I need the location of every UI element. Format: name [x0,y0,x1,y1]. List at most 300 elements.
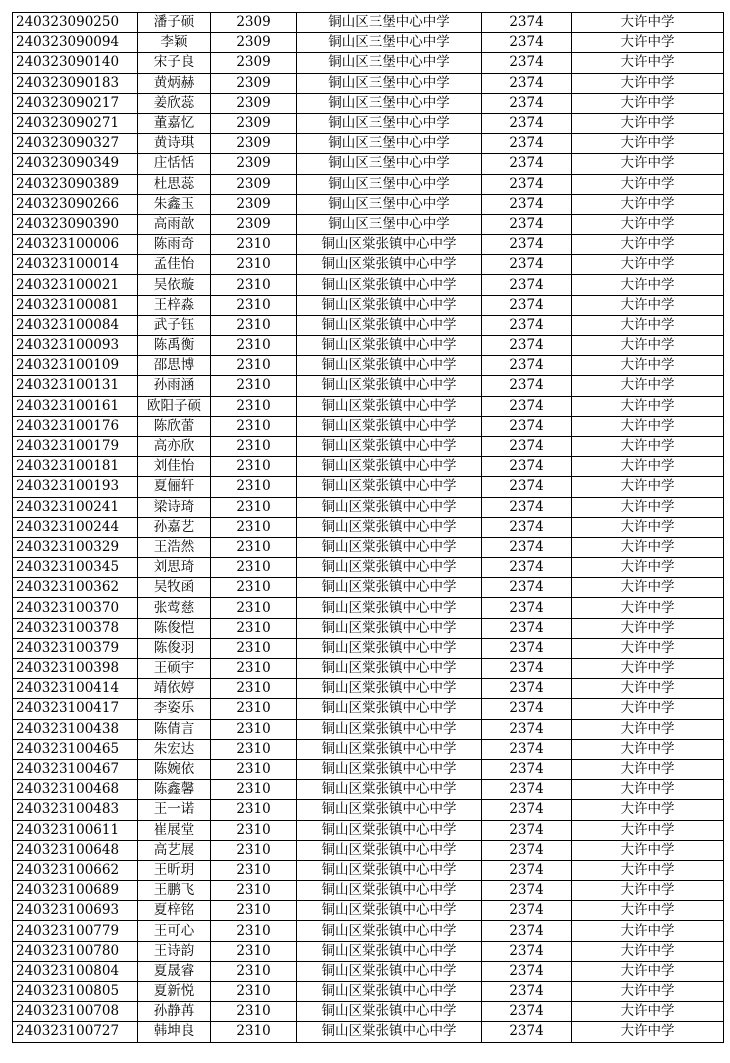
target-school-cell: 大许中学 [572,921,724,941]
school-code-cell: 2310 [211,901,297,921]
school-code-cell: 2309 [211,194,297,214]
school-name-cell: 铜山区棠张镇中心中学 [297,497,482,517]
school-name-cell: 铜山区棠张镇中心中学 [297,436,482,456]
student-name-cell: 庄恬恬 [138,154,211,174]
target-code-cell: 2374 [482,235,572,255]
school-name-cell: 铜山区棠张镇中心中学 [297,295,482,315]
student-id-cell: 240323090094 [13,33,138,53]
student-name-cell: 夏俪轩 [138,477,211,497]
target-code-cell: 2374 [482,33,572,53]
student-id-cell: 240323090266 [13,194,138,214]
table-row [13,396,724,416]
target-code-cell: 2374 [482,255,572,275]
school-name-cell: 铜山区棠张镇中心中学 [297,517,482,537]
student-name-cell: 王一诺 [138,800,211,820]
student-id-cell: 240323090349 [13,154,138,174]
student-name-cell: 王浩然 [138,537,211,557]
school-code-cell: 2310 [211,537,297,557]
target-code-cell: 2374 [482,881,572,901]
student-name-cell: 王梓淼 [138,295,211,315]
table-row [13,194,724,214]
target-code-cell: 2374 [482,134,572,154]
school-name-cell: 铜山区棠张镇中心中学 [297,679,482,699]
table-row [13,53,724,73]
target-code-cell: 2374 [482,618,572,638]
school-code-cell: 2309 [211,174,297,194]
student-id-cell: 240323100417 [13,699,138,719]
target-school-cell: 大许中学 [572,174,724,194]
school-name-cell: 铜山区棠张镇中心中学 [297,860,482,880]
target-code-cell: 2374 [482,598,572,618]
target-code-cell: 2374 [482,558,572,578]
table-row [13,578,724,598]
target-code-cell: 2374 [482,457,572,477]
target-code-cell: 2374 [482,214,572,234]
target-code-cell: 2374 [482,356,572,376]
target-school-cell: 大许中学 [572,840,724,860]
student-name-cell: 陈倩言 [138,719,211,739]
school-name-cell: 铜山区三堡中心中学 [297,53,482,73]
student-name-cell: 朱宏达 [138,739,211,759]
table-row [13,457,724,477]
school-name-cell: 铜山区棠张镇中心中学 [297,336,482,356]
student-name-cell: 孙嘉艺 [138,517,211,537]
student-name-cell: 夏梓铭 [138,901,211,921]
student-id-cell: 240323100468 [13,780,138,800]
target-code-cell: 2374 [482,275,572,295]
student-name-cell: 宋子良 [138,53,211,73]
school-code-cell: 2310 [211,477,297,497]
school-name-cell: 铜山区棠张镇中心中学 [297,255,482,275]
table-row [13,840,724,860]
school-name-cell: 铜山区棠张镇中心中学 [297,941,482,961]
school-code-cell: 2310 [211,739,297,759]
table-row [13,537,724,557]
table-row [13,33,724,53]
school-code-cell: 2310 [211,1022,297,1042]
student-id-cell: 240323100689 [13,881,138,901]
target-code-cell: 2374 [482,780,572,800]
school-code-cell: 2310 [211,336,297,356]
school-code-cell: 2309 [211,33,297,53]
target-school-cell: 大许中学 [572,497,724,517]
target-school-cell: 大许中学 [572,800,724,820]
school-name-cell: 铜山区棠张镇中心中学 [297,820,482,840]
student-name-cell: 陈俊羽 [138,638,211,658]
target-code-cell: 2374 [482,800,572,820]
target-code-cell: 2374 [482,416,572,436]
student-name-cell: 李姿乐 [138,699,211,719]
student-name-cell: 欧阳子硕 [138,396,211,416]
student-name-cell: 夏新悦 [138,982,211,1002]
target-school-cell: 大许中学 [572,235,724,255]
table-row [13,719,724,739]
student-name-cell: 陈欣蕾 [138,416,211,436]
school-name-cell: 铜山区棠张镇中心中学 [297,659,482,679]
table-row [13,517,724,537]
school-name-cell: 铜山区三堡中心中学 [297,174,482,194]
school-name-cell: 铜山区棠张镇中心中学 [297,1002,482,1022]
school-code-cell: 2310 [211,780,297,800]
student-id-cell: 240323100093 [13,336,138,356]
table-row [13,376,724,396]
target-code-cell: 2374 [482,396,572,416]
student-id-cell: 240323100329 [13,537,138,557]
target-school-cell: 大许中学 [572,336,724,356]
student-id-cell: 240323100021 [13,275,138,295]
target-school-cell: 大许中学 [572,961,724,981]
student-id-cell: 240323100708 [13,1002,138,1022]
target-code-cell: 2374 [482,982,572,1002]
table-row [13,497,724,517]
school-code-cell: 2310 [211,436,297,456]
target-school-cell: 大许中学 [572,941,724,961]
school-code-cell: 2310 [211,376,297,396]
student-name-cell: 姜欣蕊 [138,93,211,113]
school-code-cell: 2310 [211,881,297,901]
target-school-cell: 大许中学 [572,436,724,456]
student-name-cell: 高艺展 [138,840,211,860]
school-name-cell: 铜山区三堡中心中学 [297,194,482,214]
student-name-cell: 陈雨奇 [138,235,211,255]
target-school-cell: 大许中学 [572,356,724,376]
target-code-cell: 2374 [482,376,572,396]
target-code-cell: 2374 [482,174,572,194]
target-code-cell: 2374 [482,901,572,921]
school-name-cell: 铜山区棠张镇中心中学 [297,235,482,255]
student-id-cell: 240323100805 [13,982,138,1002]
student-id-cell: 240323100362 [13,578,138,598]
school-code-cell: 2309 [211,53,297,73]
table-row [13,255,724,275]
school-code-cell: 2310 [211,235,297,255]
student-id-cell: 240323090327 [13,134,138,154]
school-name-cell: 铜山区棠张镇中心中学 [297,558,482,578]
school-code-cell: 2310 [211,759,297,779]
student-name-cell: 王诗韵 [138,941,211,961]
school-name-cell: 铜山区三堡中心中学 [297,154,482,174]
table-body [13,13,724,1043]
target-school-cell: 大许中学 [572,780,724,800]
target-code-cell: 2374 [482,659,572,679]
target-school-cell: 大许中学 [572,396,724,416]
school-code-cell: 2310 [211,941,297,961]
target-school-cell: 大许中学 [572,416,724,436]
target-code-cell: 2374 [482,194,572,214]
table-row [13,982,724,1002]
student-id-cell: 240323100109 [13,356,138,376]
school-name-cell: 铜山区棠张镇中心中学 [297,598,482,618]
target-school-cell: 大许中学 [572,457,724,477]
table-row [13,275,724,295]
student-id-cell: 240323090183 [13,73,138,93]
school-code-cell: 2310 [211,921,297,941]
student-id-cell: 240323100804 [13,961,138,981]
student-id-cell: 240323100131 [13,376,138,396]
table-row [13,174,724,194]
target-school-cell: 大许中学 [572,255,724,275]
table-row [13,739,724,759]
student-name-cell: 张莺慈 [138,598,211,618]
student-id-cell: 240323100181 [13,457,138,477]
school-name-cell: 铜山区棠张镇中心中学 [297,477,482,497]
school-code-cell: 2309 [211,113,297,133]
target-school-cell: 大许中学 [572,1022,724,1042]
school-name-cell: 铜山区棠张镇中心中学 [297,719,482,739]
target-code-cell: 2374 [482,739,572,759]
school-code-cell: 2310 [211,1002,297,1022]
school-code-cell: 2310 [211,719,297,739]
school-name-cell: 铜山区三堡中心中学 [297,33,482,53]
student-id-cell: 240323090389 [13,174,138,194]
student-id-cell: 240323100161 [13,396,138,416]
table-row [13,618,724,638]
school-name-cell: 铜山区棠张镇中心中学 [297,881,482,901]
target-school-cell: 大许中学 [572,33,724,53]
target-code-cell: 2374 [482,719,572,739]
student-id-cell: 240323100465 [13,739,138,759]
table-row [13,436,724,456]
school-code-cell: 2310 [211,982,297,1002]
school-code-cell: 2310 [211,800,297,820]
target-code-cell: 2374 [482,699,572,719]
table-row [13,759,724,779]
student-id-cell: 240323100438 [13,719,138,739]
school-code-cell: 2310 [211,396,297,416]
school-name-cell: 铜山区棠张镇中心中学 [297,840,482,860]
school-name-cell: 铜山区棠张镇中心中学 [297,315,482,335]
target-code-cell: 2374 [482,13,572,33]
target-code-cell: 2374 [482,497,572,517]
table-row [13,679,724,699]
student-id-cell: 240323100176 [13,416,138,436]
student-name-cell: 孟佳怡 [138,255,211,275]
table-row [13,901,724,921]
school-name-cell: 铜山区棠张镇中心中学 [297,416,482,436]
student-id-cell: 240323100241 [13,497,138,517]
target-school-cell: 大许中学 [572,537,724,557]
target-school-cell: 大许中学 [572,477,724,497]
target-code-cell: 2374 [482,578,572,598]
student-name-cell: 董嘉忆 [138,113,211,133]
admission-table [12,12,724,1043]
school-name-cell: 铜山区棠张镇中心中学 [297,618,482,638]
target-school-cell: 大许中学 [572,759,724,779]
target-code-cell: 2374 [482,860,572,880]
target-school-cell: 大许中学 [572,295,724,315]
target-school-cell: 大许中学 [572,679,724,699]
target-school-cell: 大许中学 [572,638,724,658]
student-id-cell: 240323090250 [13,13,138,33]
target-code-cell: 2374 [482,941,572,961]
school-code-cell: 2309 [211,93,297,113]
student-name-cell: 韩坤良 [138,1022,211,1042]
table-row [13,134,724,154]
student-id-cell: 240323100244 [13,517,138,537]
school-code-cell: 2310 [211,255,297,275]
school-code-cell: 2309 [211,13,297,33]
table-row [13,214,724,234]
school-code-cell: 2309 [211,134,297,154]
student-id-cell: 240323090140 [13,53,138,73]
school-name-cell: 铜山区棠张镇中心中学 [297,780,482,800]
school-code-cell: 2310 [211,558,297,578]
target-code-cell: 2374 [482,638,572,658]
school-name-cell: 铜山区棠张镇中心中学 [297,699,482,719]
target-code-cell: 2374 [482,840,572,860]
target-code-cell: 2374 [482,53,572,73]
table-row [13,154,724,174]
student-id-cell: 240323100414 [13,679,138,699]
student-name-cell: 夏晟睿 [138,961,211,981]
school-code-cell: 2310 [211,517,297,537]
student-name-cell: 王可心 [138,921,211,941]
table-row [13,558,724,578]
school-name-cell: 铜山区棠张镇中心中学 [297,457,482,477]
target-code-cell: 2374 [482,477,572,497]
school-name-cell: 铜山区棠张镇中心中学 [297,376,482,396]
target-school-cell: 大许中学 [572,881,724,901]
target-school-cell: 大许中学 [572,73,724,93]
table-row [13,13,724,33]
target-school-cell: 大许中学 [572,113,724,133]
school-name-cell: 铜山区棠张镇中心中学 [297,638,482,658]
school-name-cell: 铜山区棠张镇中心中学 [297,961,482,981]
target-code-cell: 2374 [482,921,572,941]
student-name-cell: 孙静苒 [138,1002,211,1022]
school-name-cell: 铜山区棠张镇中心中学 [297,759,482,779]
student-name-cell: 刘佳怡 [138,457,211,477]
table-row [13,800,724,820]
student-name-cell: 王硕宇 [138,659,211,679]
target-code-cell: 2374 [482,1022,572,1042]
student-name-cell: 崔展堂 [138,820,211,840]
student-id-cell: 240323100378 [13,618,138,638]
target-school-cell: 大许中学 [572,719,724,739]
school-code-cell: 2310 [211,497,297,517]
school-code-cell: 2310 [211,315,297,335]
school-name-cell: 铜山区棠张镇中心中学 [297,982,482,1002]
target-school-cell: 大许中学 [572,659,724,679]
table-row [13,1022,724,1042]
target-school-cell: 大许中学 [572,901,724,921]
student-name-cell: 刘思琦 [138,558,211,578]
target-code-cell: 2374 [482,315,572,335]
student-name-cell: 杜思蕊 [138,174,211,194]
student-name-cell: 黄炳赫 [138,73,211,93]
target-school-cell: 大许中学 [572,739,724,759]
table-row [13,941,724,961]
school-code-cell: 2310 [211,860,297,880]
student-name-cell: 吴牧函 [138,578,211,598]
table-row [13,295,724,315]
table-row [13,881,724,901]
student-id-cell: 240323100780 [13,941,138,961]
target-school-cell: 大许中学 [572,558,724,578]
student-id-cell: 240323100006 [13,235,138,255]
student-id-cell: 240323100398 [13,659,138,679]
table-row [13,93,724,113]
target-code-cell: 2374 [482,73,572,93]
target-code-cell: 2374 [482,961,572,981]
target-school-cell: 大许中学 [572,1002,724,1022]
school-code-cell: 2310 [211,416,297,436]
table-row [13,336,724,356]
school-name-cell: 铜山区棠张镇中心中学 [297,739,482,759]
school-code-cell: 2309 [211,214,297,234]
table-row [13,113,724,133]
student-id-cell: 240323100662 [13,860,138,880]
student-id-cell: 240323100193 [13,477,138,497]
student-id-cell: 240323100379 [13,638,138,658]
school-code-cell: 2310 [211,659,297,679]
school-name-cell: 铜山区棠张镇中心中学 [297,578,482,598]
school-name-cell: 铜山区棠张镇中心中学 [297,356,482,376]
target-school-cell: 大许中学 [572,982,724,1002]
target-code-cell: 2374 [482,537,572,557]
table-row [13,416,724,436]
target-school-cell: 大许中学 [572,53,724,73]
table-row [13,780,724,800]
target-school-cell: 大许中学 [572,618,724,638]
target-code-cell: 2374 [482,820,572,840]
school-name-cell: 铜山区三堡中心中学 [297,93,482,113]
table-row [13,477,724,497]
target-code-cell: 2374 [482,679,572,699]
school-code-cell: 2309 [211,154,297,174]
school-name-cell: 铜山区棠张镇中心中学 [297,921,482,941]
target-code-cell: 2374 [482,517,572,537]
table-row [13,860,724,880]
school-code-cell: 2310 [211,840,297,860]
table-row [13,659,724,679]
school-name-cell: 铜山区棠张镇中心中学 [297,800,482,820]
school-code-cell: 2310 [211,356,297,376]
student-name-cell: 靖依婷 [138,679,211,699]
student-id-cell: 240323100483 [13,800,138,820]
student-name-cell: 梁诗琦 [138,497,211,517]
target-school-cell: 大许中学 [572,13,724,33]
table-row [13,73,724,93]
student-id-cell: 240323100081 [13,295,138,315]
target-school-cell: 大许中学 [572,134,724,154]
table-row [13,598,724,618]
target-code-cell: 2374 [482,295,572,315]
target-school-cell: 大许中学 [572,699,724,719]
target-school-cell: 大许中学 [572,194,724,214]
target-school-cell: 大许中学 [572,578,724,598]
target-school-cell: 大许中学 [572,820,724,840]
student-id-cell: 240323100179 [13,436,138,456]
target-school-cell: 大许中学 [572,154,724,174]
student-id-cell: 240323100084 [13,315,138,335]
school-name-cell: 铜山区棠张镇中心中学 [297,537,482,557]
target-code-cell: 2374 [482,436,572,456]
student-name-cell: 黄诗琪 [138,134,211,154]
student-id-cell: 240323100014 [13,255,138,275]
target-school-cell: 大许中学 [572,860,724,880]
student-name-cell: 高亦欣 [138,436,211,456]
target-school-cell: 大许中学 [572,315,724,335]
school-code-cell: 2310 [211,699,297,719]
school-code-cell: 2310 [211,457,297,477]
school-code-cell: 2310 [211,961,297,981]
target-code-cell: 2374 [482,336,572,356]
student-name-cell: 吴依璇 [138,275,211,295]
student-name-cell: 陈禹衡 [138,336,211,356]
target-code-cell: 2374 [482,759,572,779]
student-id-cell: 240323100345 [13,558,138,578]
